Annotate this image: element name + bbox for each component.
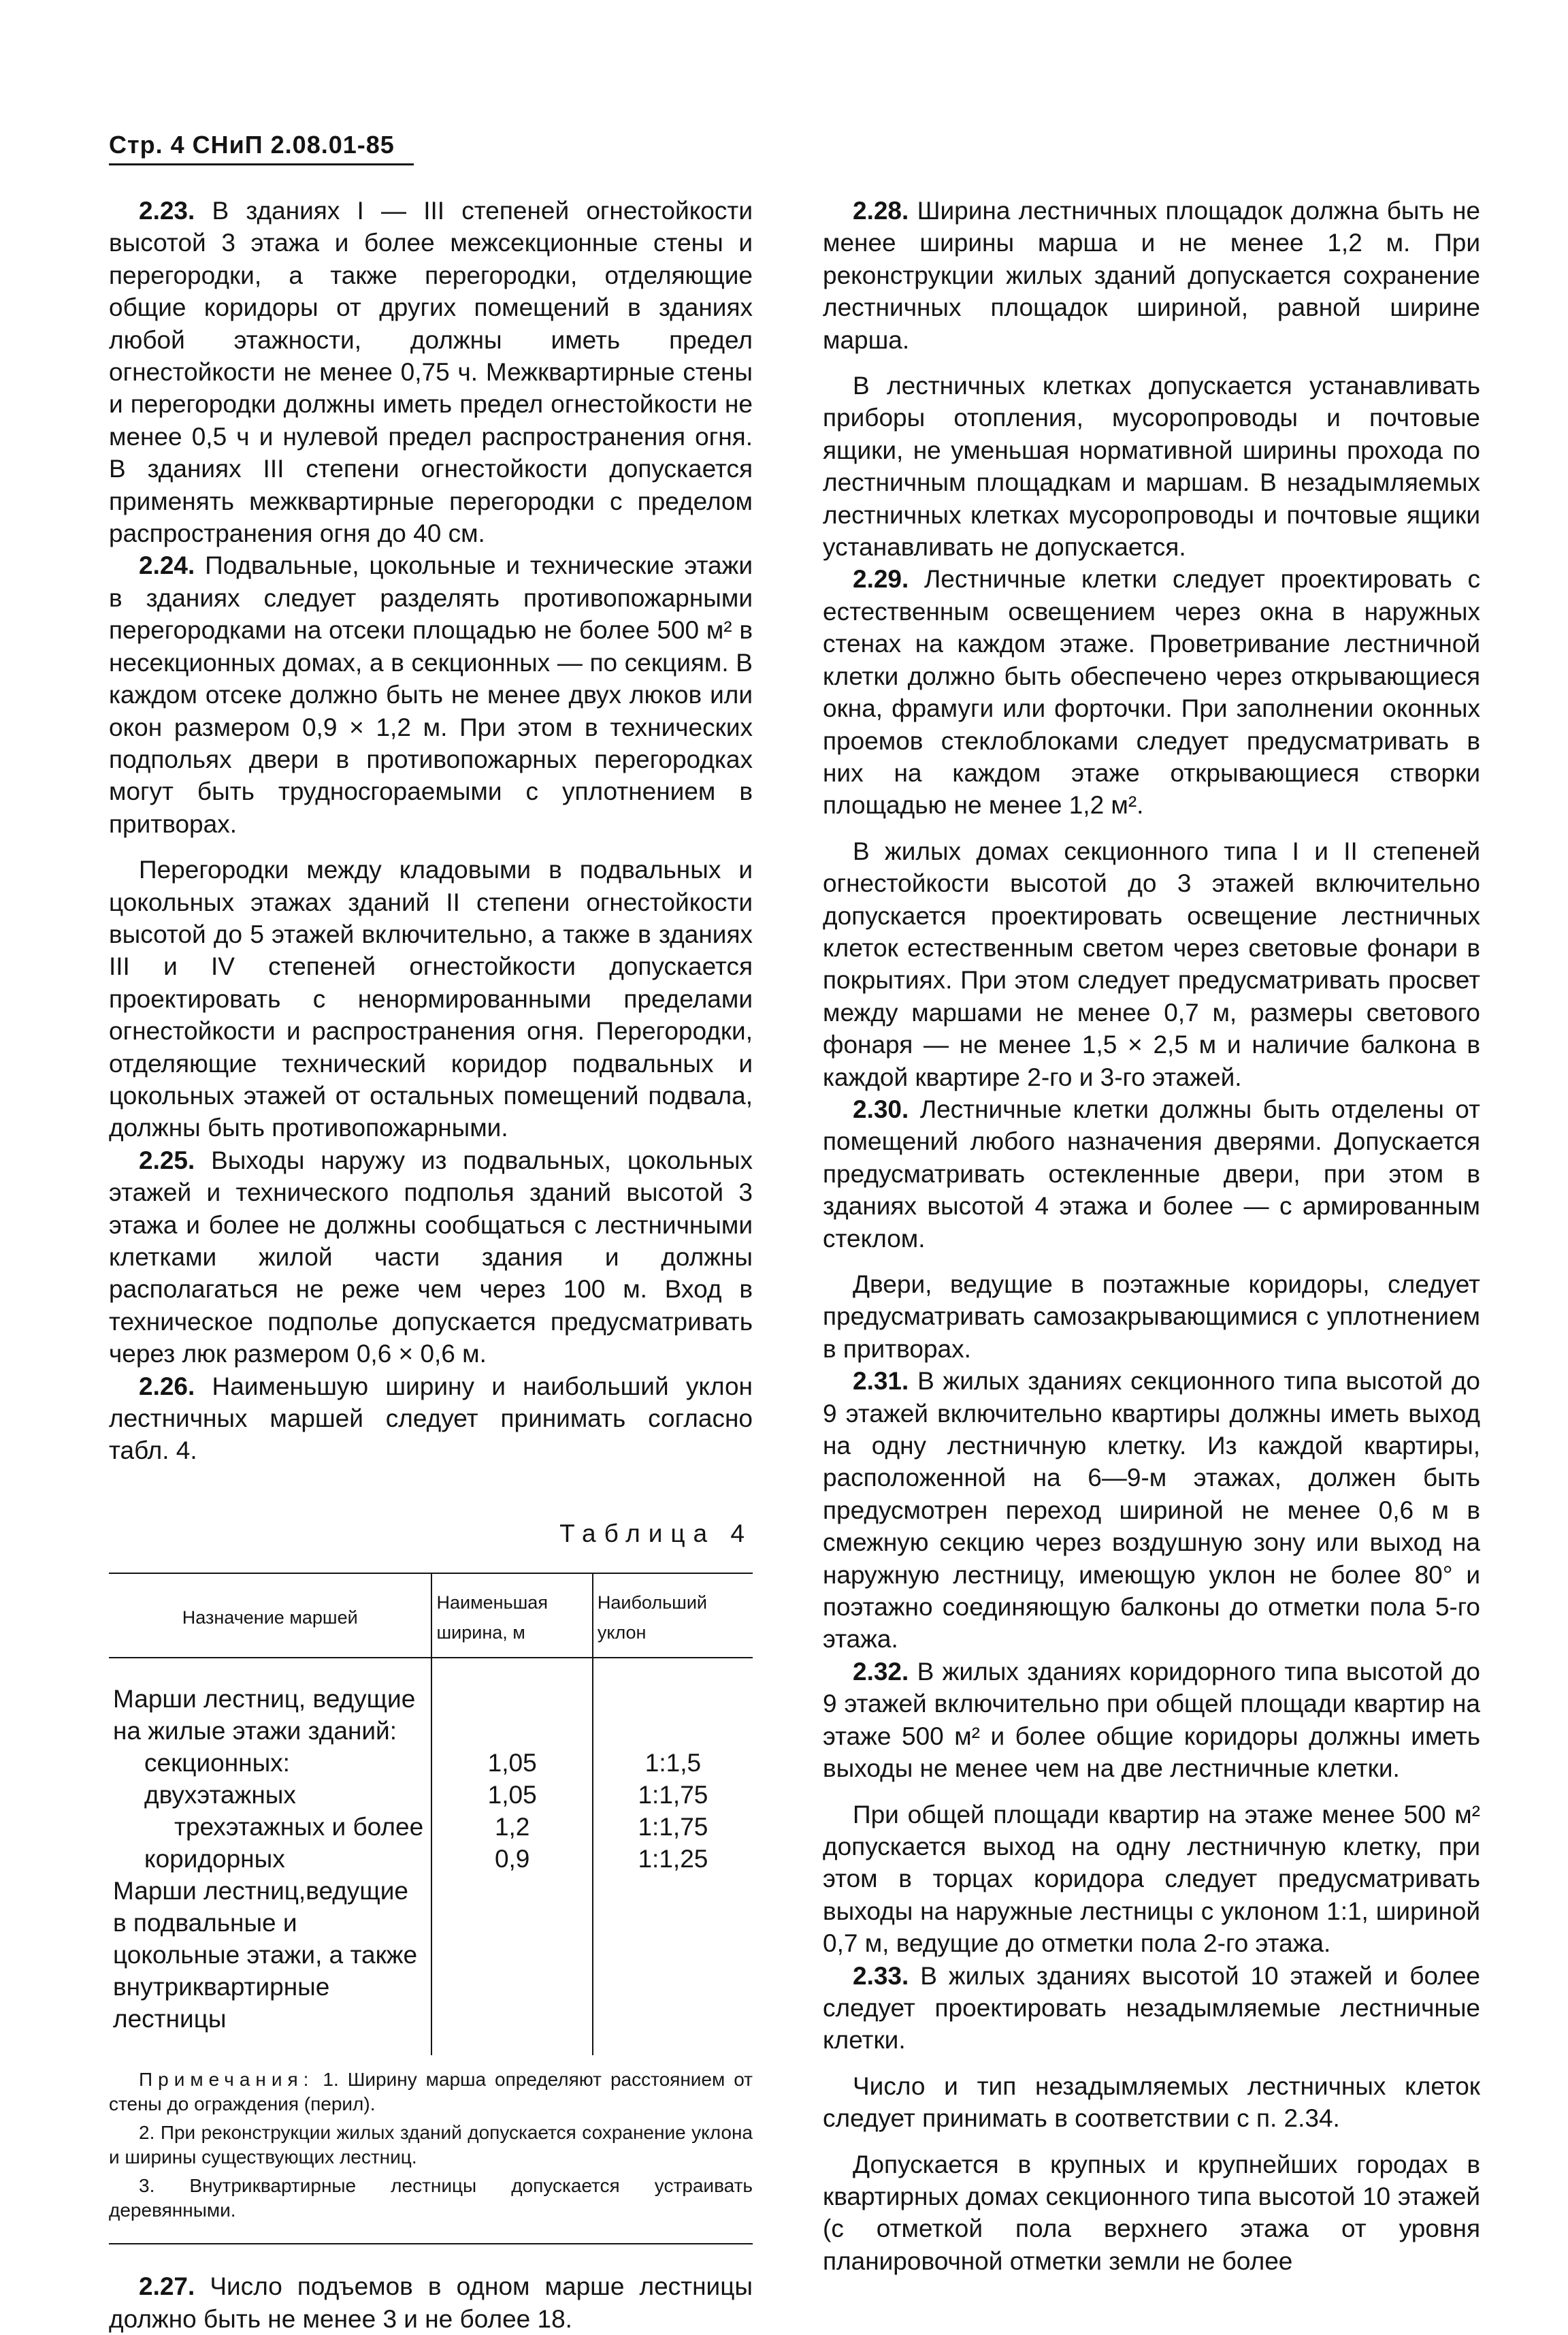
notes-divider	[109, 2243, 753, 2244]
clause-number: 2.30.	[853, 1095, 909, 1123]
paragraph-2-30	[823, 1093, 1480, 1255]
width-value: 1,05	[487, 1749, 537, 1777]
table-notes	[109, 2067, 753, 2223]
clause-text: Выходы наружу из подвальных, цокольных этажей и технического подполья зданий высотой 3 этажа и более не должны сообщаться с лестничными клетками жилой части здания и должны располагаться не реже чем через 100 м. Вход в техническое подполье допускается предусматривать через люк размером 0,6 × 0,6 м.	[109, 1146, 753, 1368]
paragraph-2-24	[109, 549, 753, 840]
row-label: Марши лестниц,ведущие в подвальные и цокольные этажи, а также внутриквартирные лестницы	[113, 1877, 418, 2033]
clause-text: Наименьшую ширину и наибольший уклон лестничных маршей следует принимать согласно табл. 4.	[109, 1372, 753, 1465]
note-1	[109, 2067, 753, 2116]
page-header: Стр. 4 СНиП 2.08.01-85	[109, 131, 395, 159]
paragraph-2-28-cont: В лестничных клетках допускается устанавливать приборы отопления, мусоропроводы и почтовые ящики, не уменьшая нормативной ширины прохода по лестничным площадкам и маршам. В незадымляемых лестничных клетках мусоропроводы и почтовые ящики устанавливать не допускается.	[823, 372, 1480, 562]
left-column	[109, 195, 753, 2335]
clause-text: В жилых зданиях секционного типа высотой до 9 этажей включительно квартиры должны иметь выход на одну лестничную клетку. Из каждой квартиры, расположенной на 6—9-м этажах, должен быть предусмотрен переход шириной не менее 0,6 м в смежную секцию через воздушную зону или выход на наружную лестницу, имеющую уклон не более 80° и поэтажно соединяющую балконы до отметки пола 5-го этажа.	[823, 1367, 1480, 1654]
paragraph-2-32-cont: При общей площади квартир на этаже менее 500 м² допускается выход на одну лестничную клетку, при этом в торцах коридора следует предусматривать выходы на наружные лестницы с уклоном 1:1, шириной 0,7 м, ведущие до отметки пола 2-го этажа.	[823, 1800, 1480, 1958]
clause-text: В зданиях I — III степеней огнестойкости высотой 3 этажа и более межсекционные стены и перегородки, а также перегородки, отделяющие общие коридоры от других помещений в зданиях любой этажности, должны иметь предел огнестойкости не менее 0,75 ч. Межквартирные стены и перегородки должны иметь предел огнестойкости не менее 0,5 ч и нулевой предел распространения огня. В зданиях III степени огнестойкости допускается применять межквартирные перегородки с пределом распространения огня до 40 см.	[109, 197, 753, 548]
paragraph-2-26	[109, 1370, 753, 1467]
row-label: Марши лестниц, ведущие на жилые этажи зданий:	[113, 1685, 416, 1745]
width-value: 1,05	[487, 1781, 537, 1809]
row-label: трехэтажных и более	[174, 1813, 424, 1841]
paragraph-2-23	[109, 195, 753, 549]
paragraph-2-33	[823, 1960, 1480, 2057]
width-value: 1,2	[494, 1813, 530, 1841]
note-text: 1. Ширину марша определяют расстоянием от стены до ограждения (перил).	[109, 2069, 753, 2115]
col-header-width: Наименьшая ширина, м	[431, 1573, 592, 1658]
clause-text: Ширина лестничных площадок должна быть не менее ширины марша и не менее 1,2 м. При реконструкции жилых зданий допускается сохранение лестничных площадок шириной, равной ширине марша.	[823, 197, 1481, 354]
paragraph-2-24-cont: Перегородки между кладовыми в подвальных и цокольных этажах зданий II степени огнестойкости высотой до 5 этажей включительно, а также в зданиях III и IV степеней огнестойкости допускается проектировать с ненормированными пределами огнестойкости и распространения огня. Перегородки, отделяющие технический коридор подвальных и цокольных этажей от остальных помещений подвала, должны быть противопожарными.	[109, 856, 753, 1142]
width-value: 0,9	[494, 1845, 530, 1873]
slope-value: 1:1,25	[638, 1845, 708, 1873]
clause-number: 2.33.	[853, 1961, 909, 1990]
col-header-slope: Наибольший уклон	[593, 1573, 753, 1658]
paragraph-2-33-cont-1: Число и тип незадымляемых лестничных клеток следует принимать в соответствии с п. 2.34.	[823, 2072, 1480, 2133]
slope-cell	[593, 1658, 753, 2055]
width-values	[436, 1658, 587, 1875]
clause-number: 2.32.	[853, 1657, 909, 1686]
clause-number: 2.28.	[853, 197, 909, 225]
table-row	[109, 1658, 753, 2055]
note-2: 2. При реконструкции жилых зданий допускается сохранение уклона и ширины существующих лестниц.	[109, 2122, 753, 2168]
row-label: коридорных	[144, 1845, 285, 1873]
row-label: секционных:	[144, 1749, 290, 1777]
clause-number: 2.23.	[139, 197, 195, 225]
purpose-cell	[109, 1658, 431, 2055]
clause-number: 2.24.	[139, 551, 195, 580]
clause-text: Лестничные клетки следует проектировать с естественным освещением через окна в наружных стенах на каждом этаже. Проветривание лестничной клетки должно быть обеспечено через открывающиеся окна, фрамуги или форточки. При заполнении оконных проемов стеклоблоками следует предусматривать в них на каждом этаже открывающиеся створки площадью не менее 1,2 м².	[823, 565, 1481, 820]
stairs-table	[109, 1573, 753, 2055]
slope-values	[598, 1658, 749, 1875]
slope-value: 1:1,5	[644, 1749, 702, 1777]
table-caption: Таблица 4	[559, 1519, 753, 1547]
paragraph-2-29	[823, 563, 1480, 821]
paragraph-2-31	[823, 1365, 1480, 1656]
header-underline	[109, 163, 414, 165]
note-3: 3. Внутриквартирные лестницы допускается устраивать деревянными.	[109, 2175, 753, 2221]
clause-number: 2.25.	[139, 1146, 195, 1174]
clause-number: 2.26.	[139, 1372, 195, 1400]
slope-value: 1:1,75	[638, 1813, 708, 1841]
clause-number: 2.27.	[139, 2272, 195, 2301]
paragraph-2-29-cont: В жилых домах секционного типа I и II степеней огнестойкости высотой до 3 этажей включительно допускается проектировать освещение лестничных клеток естественным светом через световые фонари в покрытиях. При этом следует предусматривать просвет между маршами не менее 0,7 м, размеры светового фонаря — не менее 1,5 × 2,5 м и наличие балкона в каждой квартире 2-го и 3-го этажей.	[823, 837, 1480, 1091]
notes-label: Примечания:	[139, 2069, 314, 2091]
paragraph-2-25	[109, 1144, 753, 1370]
clause-text: В жилых зданиях коридорного типа высотой до 9 этажей включительно при общей площади квартир на этаже 500 м² и более общие коридоры должны иметь выходы не менее чем на две лестничные клетки.	[823, 1657, 1481, 1783]
col-header-purpose: Назначение маршей	[109, 1573, 431, 1658]
clause-text: В жилых зданиях высотой 10 этажей и более следует проектировать незадымляемые лестничные клетки.	[823, 1961, 1480, 2055]
row-label: двухэтажных	[144, 1781, 296, 1809]
clause-text: Лестничные клетки должны быть отделены от помещений любого назначения дверями. Допускается предусматривать остекленные двери, при этом в зданиях высотой 4 этажа и более — с армированным стеклом.	[823, 1095, 1481, 1253]
paragraph-2-32	[823, 1656, 1480, 1785]
paragraph-2-33-cont-2: Допускается в крупных и крупнейших городах в квартирных домах секционного типа высотой 10 этажей (с отметкой пола верхнего этажа от уровня планировочной отметки земли не более	[823, 2150, 1480, 2275]
clause-number: 2.29.	[853, 565, 909, 594]
slope-value: 1:1,75	[638, 1781, 708, 1809]
paragraph-2-27	[109, 2270, 753, 2335]
clause-text: Подвальные, цокольные и технические этажи в зданиях следует разделять противопожарными перегородками на отсеки площадью не более 500 м² в несекционных домах, а в секционных — по секциям. В каждом отсеке должно быть не менее двух люков или окон размером 0,9 × 1,2 м. При этом в технических подпольях двери в противопожарных перегородках могут быть трудносгораемыми с уплотнением в притворах.	[109, 551, 753, 838]
width-cell	[431, 1658, 592, 2055]
right-column	[823, 195, 1480, 2277]
clause-number: 2.31.	[853, 1367, 909, 1396]
paragraph-2-28	[823, 195, 1480, 356]
paragraph-2-30-cont: Двери, ведущие в поэтажные коридоры, следует предусматривать самозакрывающимися с уплотнением в притворах.	[823, 1270, 1480, 1363]
table-header-row	[109, 1573, 753, 1658]
clause-text: Число подъемов в одном марше лестницы должно быть не менее 3 и не более 18.	[109, 2272, 753, 2333]
